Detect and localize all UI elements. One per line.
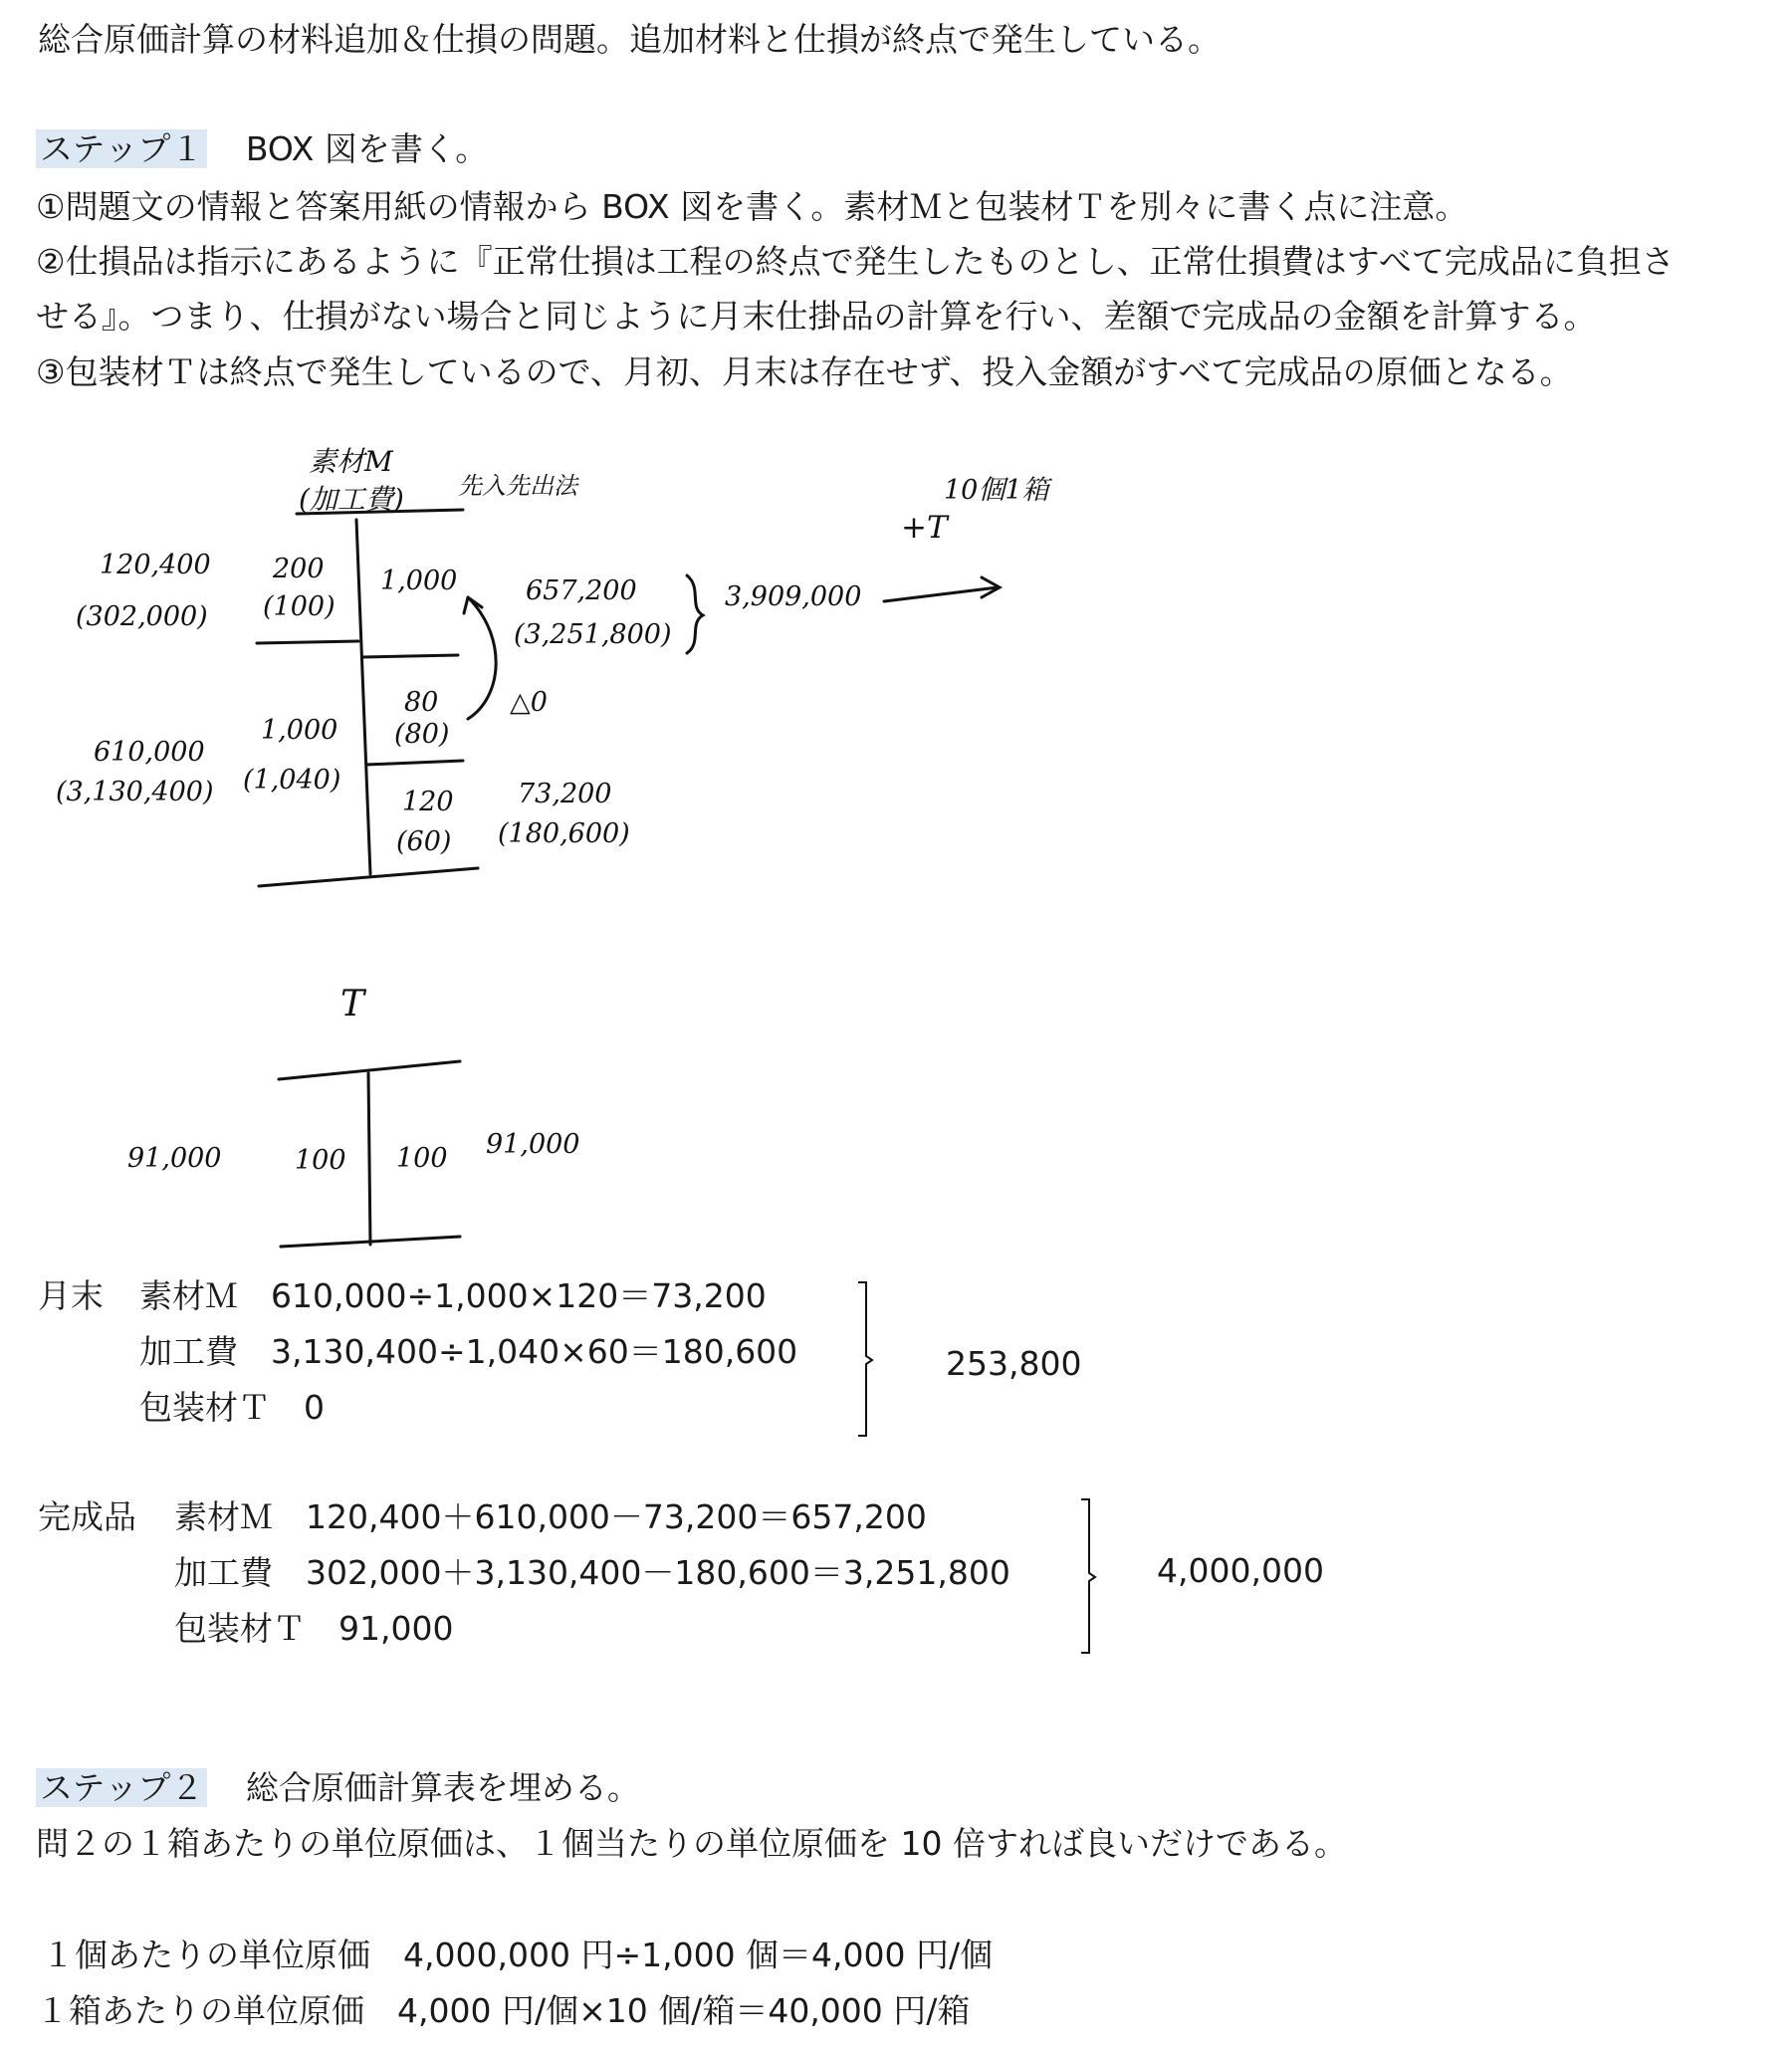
- intro-text: 総合原価計算の材料追加＆仕損の問題。追加材料と仕損が終点で発生している。: [38, 20, 1221, 59]
- begin-qty: 200: [273, 554, 325, 584]
- step2-note: 問２の１箱あたりの単位原価は、１個当たりの単位原価を 10 倍すれば良いだけである。: [36, 1824, 1347, 1863]
- step1-item-2: ②仕損品は指示にあるように『正常仕損は工程の終点で発生したものとし、正常仕損費はすべて完成品に負担さ: [36, 242, 1675, 281]
- step1-item-4: ③包装材Ｔは終点で発生しているので、月初、月末は存在せず、投入金額がすべて完成品の原価となる。: [36, 352, 1573, 391]
- box-m-right-divider-1: [362, 655, 458, 657]
- loss-qty: 80: [404, 687, 439, 718]
- end-qty: 120: [402, 787, 454, 817]
- box-m-pack-label: 10個1箱: [944, 475, 1049, 506]
- output-arrow-line: [884, 587, 998, 601]
- step2-calc-1: １個あたりの単位原価 4,000,000 円÷1,000 個＝4,000 円/個: [42, 1936, 994, 1974]
- end-amount: 73,200: [518, 779, 612, 809]
- end-amount-conv: (180,600): [498, 818, 630, 849]
- box-m-bottom-line: [259, 868, 478, 886]
- input-qty-conv: (1,040): [243, 765, 341, 796]
- box-m-plus-t: +T: [901, 510, 948, 546]
- input-amount-conv: (3,130,400): [56, 777, 214, 807]
- input-qty: 1,000: [261, 715, 338, 746]
- finished-total: 4,000,000: [1157, 1551, 1324, 1590]
- finished-row-1: 素材Ｍ 120,400＋610,000－73,200＝657,200: [174, 1497, 927, 1536]
- step1-title: BOX 図を書く。: [245, 129, 489, 168]
- box-m-center-line: [356, 520, 370, 874]
- begin-qty-conv: (100): [263, 591, 336, 622]
- box-t-output-qty: 100: [396, 1143, 448, 1174]
- finished-row-3: 包装材Ｔ 91,000: [174, 1609, 454, 1648]
- end-qty-conv: (60): [396, 826, 452, 857]
- month-end-row-1: 素材Ｍ 610,000÷1,000×120＝73,200: [139, 1276, 767, 1315]
- complete-total: 3,909,000: [725, 581, 862, 612]
- box-t-input-qty: 100: [295, 1145, 346, 1176]
- loss-qty-conv: (80): [394, 719, 450, 750]
- box-m-header-sub: (加工費): [299, 483, 404, 516]
- loss-mark: △0: [510, 687, 548, 718]
- box-t-output-amount: 91,000: [486, 1129, 580, 1160]
- month-end-brace: [854, 1280, 884, 1440]
- month-end-row-2: 加工費 3,130,400÷1,040×60＝180,600: [139, 1332, 798, 1371]
- loss-arrow-curve: [468, 597, 496, 719]
- box-m-left-divider: [257, 641, 358, 643]
- input-amount: 610,000: [94, 737, 205, 768]
- finished-label: 完成品: [38, 1497, 136, 1536]
- begin-amount-conv: (302,000): [76, 601, 208, 632]
- step2-title: 総合原価計算表を埋める。: [245, 1768, 640, 1807]
- box-m-header: 素材M: [309, 445, 393, 478]
- step1-item-3: せる』。つまり、仕損がない場合と同じように月末仕掛品の計算を行い、差額で完成品の金額を計算する。: [36, 297, 1597, 336]
- box-t-input-amount: 91,000: [127, 1143, 222, 1174]
- step2-calc-2: １箱あたりの単位原価 4,000 円/個×10 個/箱＝40,000 円/箱: [36, 1991, 971, 2030]
- box-t-center-line: [368, 1073, 370, 1245]
- box-m-right-divider-2: [366, 761, 463, 765]
- complete-amount-conv: (3,251,800): [514, 619, 672, 650]
- step2-heading: [36, 1768, 640, 1808]
- box-t-header: T: [340, 984, 365, 1025]
- finished-row-2: 加工費 302,000＋3,130,400－180,600＝3,251,800: [174, 1553, 1010, 1592]
- complete-amount: 657,200: [526, 575, 637, 606]
- month-end-total: 253,800: [946, 1344, 1082, 1383]
- step2-label: ステップ２: [36, 1768, 207, 1807]
- month-end-row-3: 包装材Ｔ 0: [139, 1388, 325, 1427]
- month-end-label: 月末: [38, 1276, 104, 1315]
- finished-brace: [1077, 1497, 1107, 1657]
- box-m-method: 先入先出法: [458, 472, 577, 500]
- complete-qty: 1,000: [380, 566, 458, 596]
- begin-amount: 120,400: [100, 550, 211, 580]
- complete-brace: [687, 575, 703, 653]
- step1-label: ステップ１: [36, 129, 207, 168]
- step1-item-1: ①問題文の情報と答案用紙の情報から BOX 図を書く。素材Ｍと包装材Ｔを別々に書く点に注意。: [36, 187, 1468, 226]
